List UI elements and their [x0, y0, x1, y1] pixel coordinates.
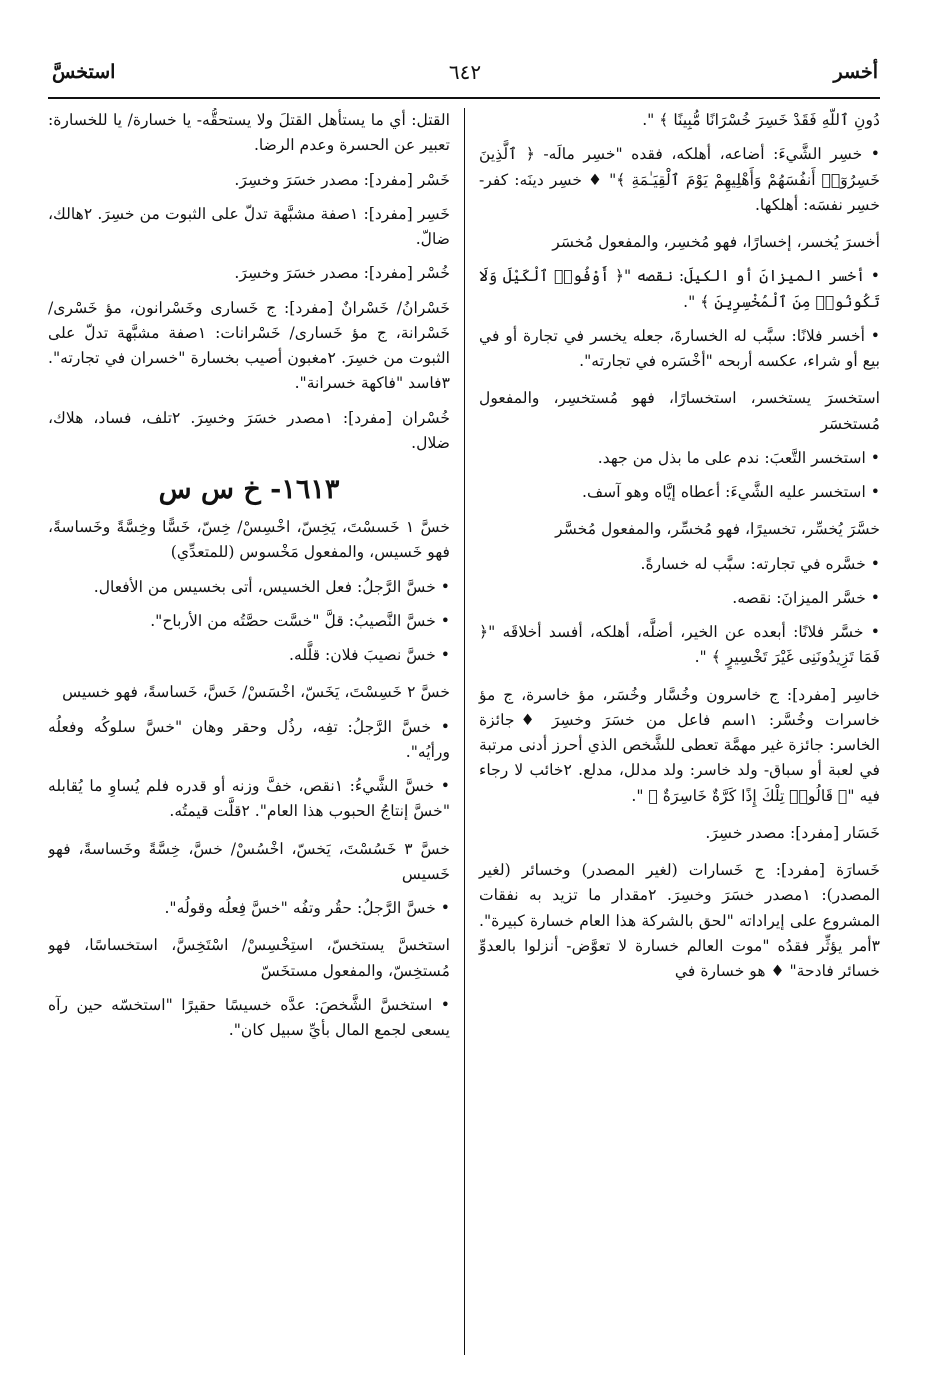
entry-text: • خسِر الشَّيءَ: أضاعه، أهلكه، فقده "خسِر مالَه- ﴿ ٱلَّذِينَ خَسِرُوٓا۟ أَنفُسَهُمْ وَأَهْلِيهِمْ يَوْمَ ٱلْقِيَـٰمَةِ ﴾" ♦ خسِر دينَه: كفر- خسِر نفسَه: أهلكها. [479, 145, 880, 214]
entry-text: • استخسَّ الشَّخصَ: عدَّه خسيسًا حقيرًا "استخسّه حين رآه يسعى لجمع المال بأيِّ سبيل كان". [48, 995, 450, 1039]
entry-text: • خسَّره في تجارته: سبَّب له خسارةً. [640, 554, 880, 573]
entry-headword-line: استخسَّ يستخسّ، استِخْسِسْ/ اسْتَخِسَّ، استخساسًا، فهو مُستخِسّ، والمفعول مستخَسّ [48, 936, 450, 980]
section-heading: ١٦١٣- خ س س [158, 474, 340, 505]
left-column [48, 108, 464, 1355]
entry-text: خاسِر [مفرد]: ج خاسرون وخُسَّار وخُسَر، مؤ خاسرة، ج مؤ خاسرات وخُسَّر: ١اسم فاعل من خسَرَ وخسِرَ ♦جائزة الخاسر: جائزة غير مهمَّة تعطى للشَّخص الذي أحرز أدنى مرتبة في لعبة أو سباق- ولد خاسر: ولد مدلل، مدلع. ٢خائب لا رجاء فيه "﴿ قَالُوا۟ تِلْكَ إِذًا كَرَّةٌ خَاسِرَةٌ ﴾ ". [479, 685, 880, 805]
header-left-word: استخسَّ [52, 61, 116, 83]
entry-text: • خسَّ النَّصيبُ: قلَّ "خسَّت حصَّتُه من الأرباح". [150, 611, 450, 630]
entry-text: خَسِر [مفرد]: ١صفة مشبَّهة تدلّ على الثبوت من خسِرَ. ٢هالك، ضالّ. [48, 204, 451, 248]
columns [48, 108, 880, 1355]
entry-text: • أخسر الميزانَ أو الكيلَ: نقصه "﴿ أَوْفُوا۟ ٱلْكَيْلَ وَلَا تَكُونُوا۟ مِنَ ٱلْمُخْسِرِينَ ﴾ ". [479, 267, 880, 311]
entry-headword-line: استخسرَ يستخسر، استخسارًا، فهو مُستخسِر، والمفعول مُستخسَر [479, 389, 880, 433]
entry-headword-line: خسَّرَ يُخسِّر، تخسيرًا، فهو مُخسِّر، والمفعول مُخسَّر [555, 520, 880, 539]
page-header [52, 52, 878, 92]
entry-headword-line: خسَّ ٣ خَسُسْتَ، يَخسّ، اخْسُسْ/ خسَّ، خِسَّةً وخَساسةً، فهو خَسيس [48, 839, 451, 883]
entry-text: القتل: أي ما يستأهل القتلَ ولا يستحقُّه- يا خسارة/ يا للخسارة: تعبير عن الحسرة وعدم الرضا. [48, 111, 450, 155]
header-rule [48, 97, 880, 99]
header-right-word: أخسر [833, 61, 878, 83]
right-column [464, 108, 880, 1355]
entry-text: دُونِ ٱللَّهِ فَقَدْ خَسِرَ خُسْرَانًا مُّبِينًا ﴾ ". [642, 111, 880, 129]
entry-text: • أخسر فلانًا: سبَّب له الخسارةَ، جعله يخسر في تجارة أو في بيع أو شراء، عكسه أربحه "أخْسَره في تجارته". [479, 326, 880, 370]
entry-text: • خسَّ الشَّيءُ: ١نقص، خفَّ وزنه أو قدره فلم يُساوِ ما يُقابله "خسَّ إنتاجُ الحبوب هذا العام". ٢قلَّت قيمتُه. [48, 777, 450, 821]
entry-text: خَسْر [مفرد]: مصدر خسَرَ وخسِرَ. [234, 170, 450, 189]
entry-text: • خسَّ الرَّجلُ: حقُر وتفُه "خسَّ فِعلُه وقولُه". [164, 899, 450, 917]
entry-text: • استخسر عليه الشَّيءَ: أعطاه إيَّاه وهو آسف. [582, 483, 880, 501]
entry-text: • خسَّر الميزانَ: نقصه. [732, 588, 880, 607]
entry-text: خَسْرانُ/ خَسْرانٌ [مفرد]: ج خَسارى وخَسْرانون، مؤ خَسْرى/ خَسْرانة، ج مؤ خَسارى/ خَسْرانات: ١صفة مشبَّهة تدلّ على الثبوت من خسِرَ. ٢مغبون أصيب بخسارة "خسران في تجارته". ٣فاسد "فاكهة خسرانة". [48, 298, 451, 393]
entry-text: خُسْران [مفرد]: ١مصدر خسَرَ وخسِرَ. ٢تلف، فساد، هلاك، ضلال. [48, 408, 450, 452]
entry-headword-line: خسَّ ١ خَسسْتَ، يَخِسّ، اخْسِسْ/ خِسّ، خَسًّا وخِسَّةً وخَساسةً، فهو خَسيس، والمفعول مَخْسوس (للمتعدِّي) [48, 518, 450, 562]
entry-text: • خسَّ الرَّجلُ: فعل الخسيس، أتى بخسيس من الأفعال. [93, 577, 450, 596]
entry-text: • خسَّ الرَّجلُ: تفِه، رذُل وحقر وهان "خسَّ سلوكُه وفعلُه ورأيُه". [48, 717, 450, 761]
entry-headword-line: خسَّ ٢ خَسِسْتَ، يَخَسّ، اخْسَسْ/ خَسَّ، خَساسةً، فهو خسيس [62, 683, 450, 702]
entry-text: خُسْر [مفرد]: مصدر خسَرَ وخسِرَ. [234, 264, 450, 283]
entry-text: • خسَّر فلانًا: أبعده عن الخير، أضلَّه، أهلكه، أفسد أخلاقَه "﴿ فَمَا تَزِيدُونَنِى غَيْرَ تَخْسِيرٍ ﴾ ". [479, 623, 880, 667]
entry-text: خَسَار [مفرد]: مصدر خسِرَ. [705, 823, 880, 842]
entry-headword-line: أخسرَ يُخسر، إخسارًا، فهو مُخسِر، والمفعول مُخسَر [552, 233, 880, 251]
entry-text: • استخسر التَّعبَ: ندم على ما بذل من جهد. [597, 448, 880, 467]
page-number: ٦٤٢ [448, 60, 482, 84]
entry-text: • خسَّ نصيبَ فلان: قلَّله. [289, 646, 450, 664]
entry-text: خَسارَة [مفرد]: ج خَسارات (لغير المصدر) وخسائر (لغير المصدر): ١مصدر خسَرَ وخسِرَ. ٢مقدار ما تزيد به نفقات المشروع على إيراداته "لحق بالشركة هذا العام خسارة كبيرة". ٣أمر يؤثِّر فقدُه "موت العالم خسارة لا تعوَّض- أنزلوا بالعدوِّ خسائر فادحة" ♦ هو خسارة في [479, 861, 880, 980]
